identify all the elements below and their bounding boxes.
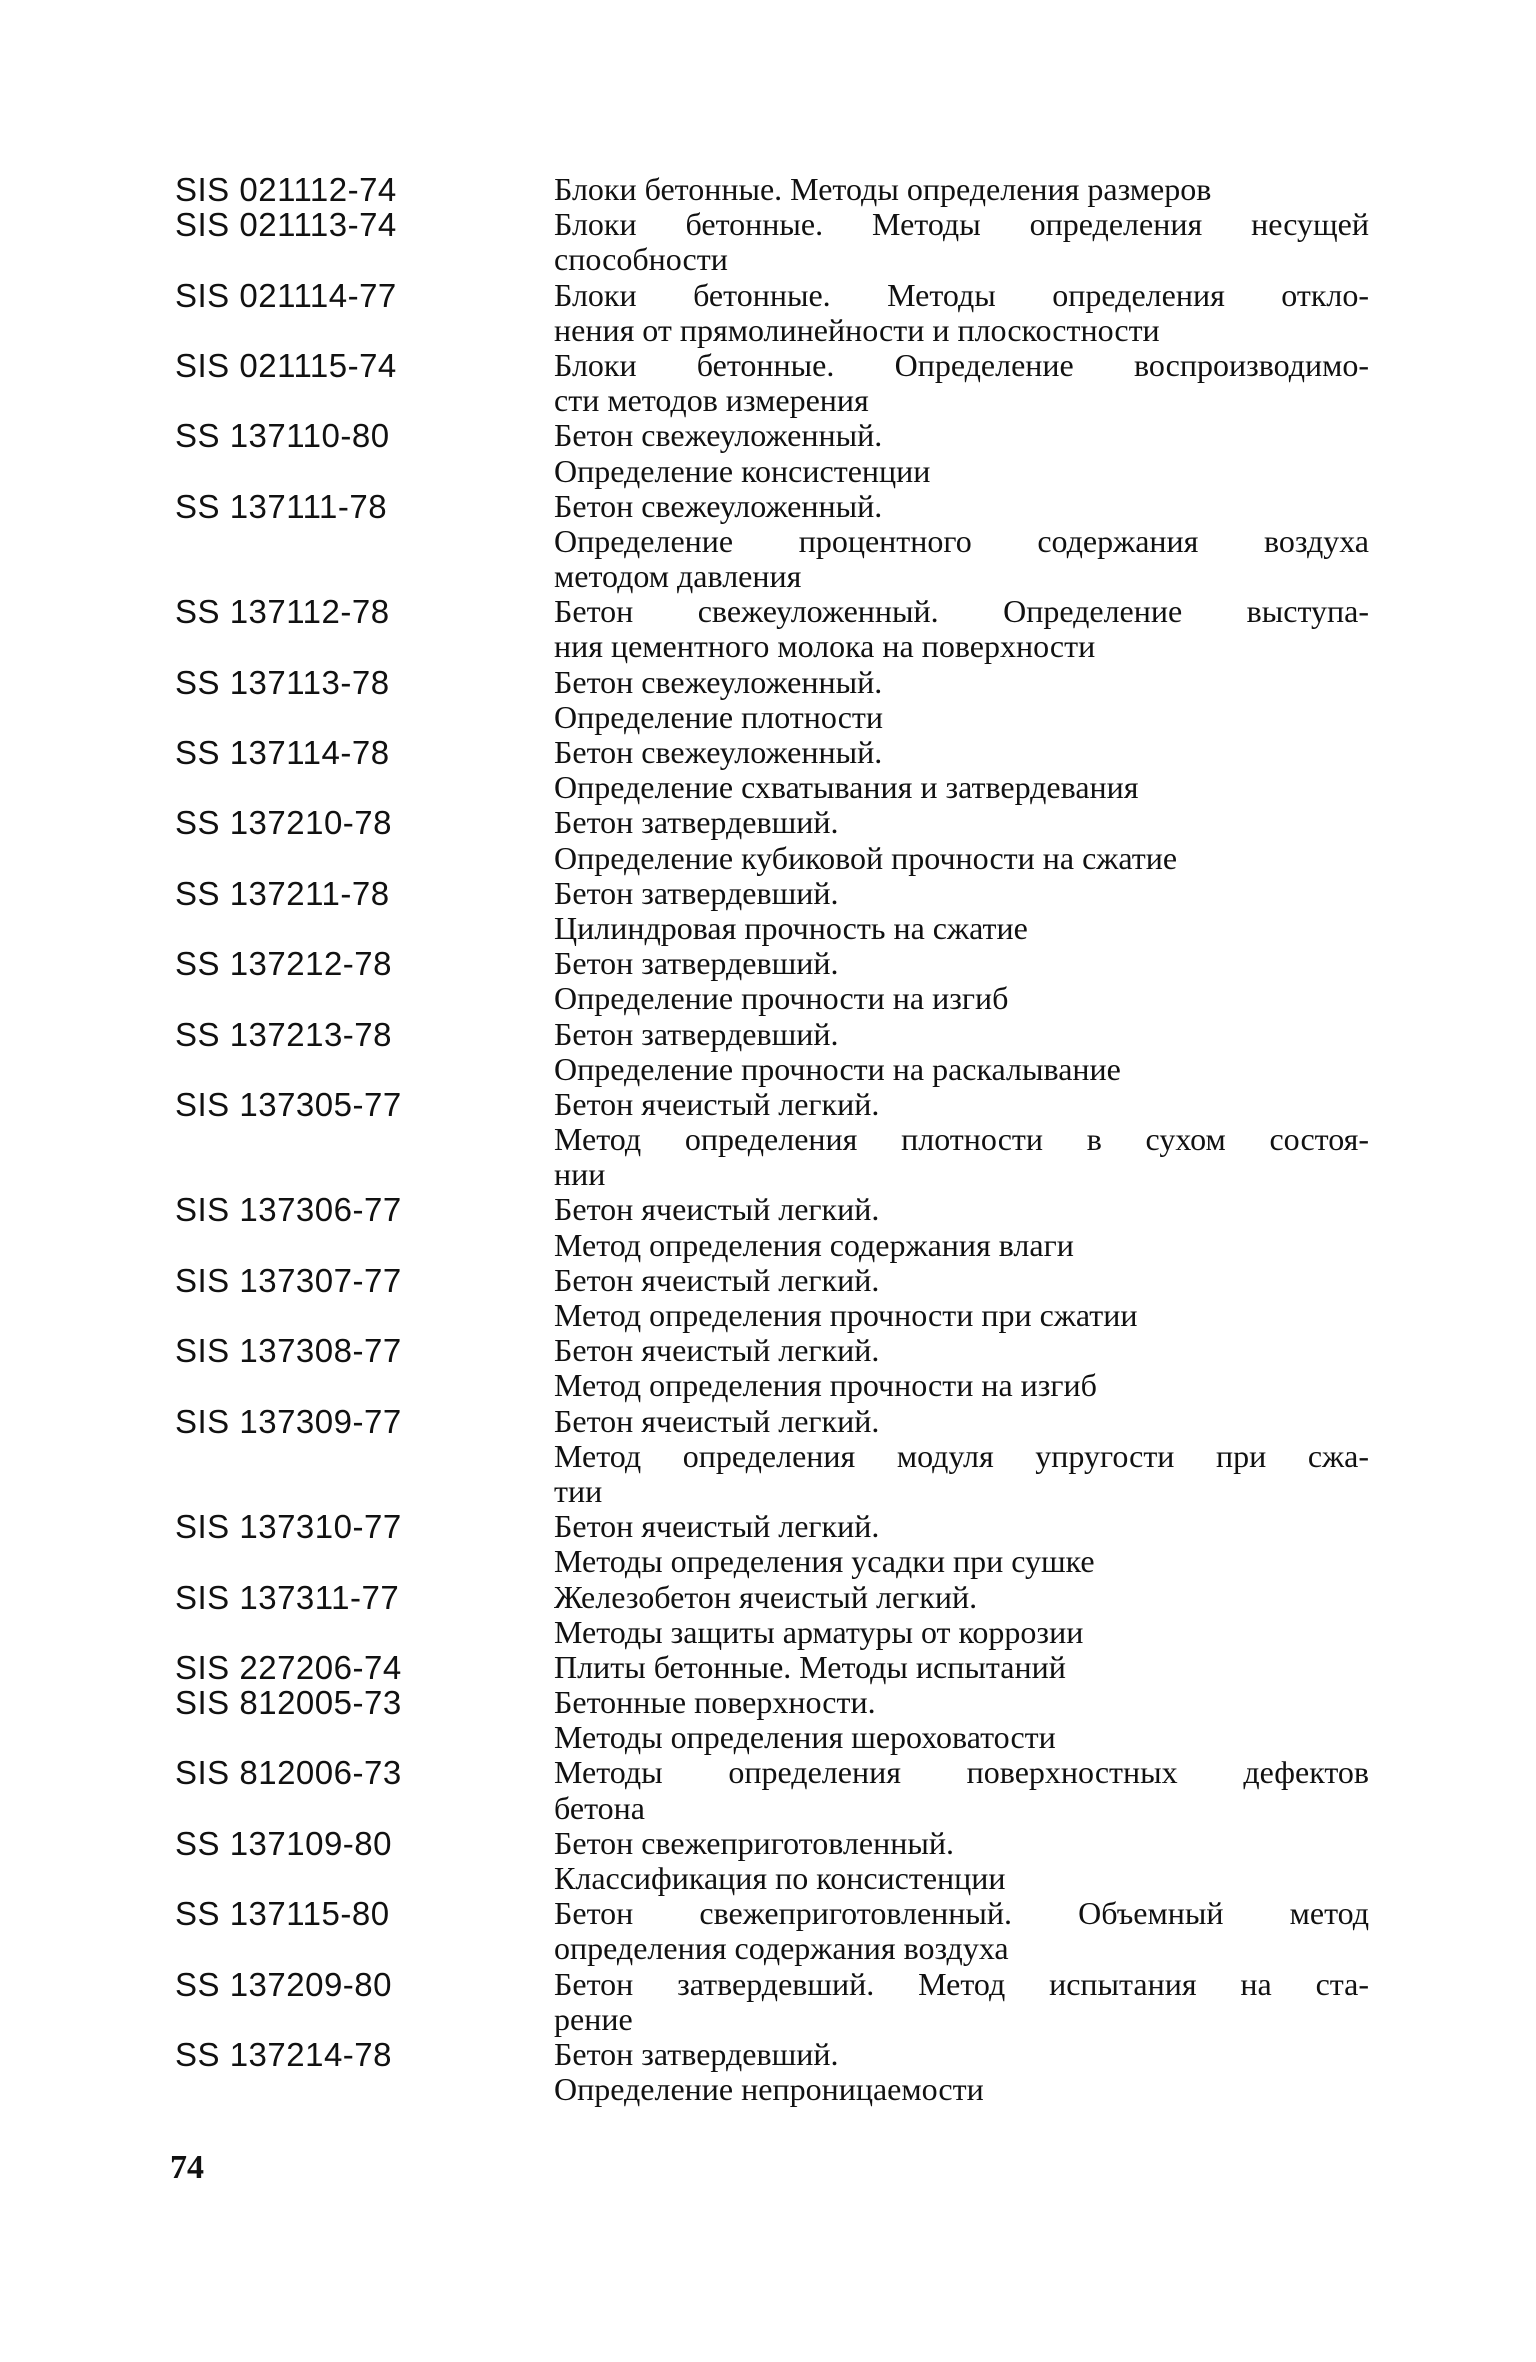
standard-code: SIS 021113-74 [175, 206, 397, 244]
standard-entry [0, 172, 1536, 207]
standard-entry [0, 207, 1536, 277]
standard-entry [0, 735, 1536, 805]
standard-title-line: Блоки бетонные. Определение воспроизводимо- [554, 346, 1369, 383]
standard-title-line: Бетон затвердевший. Метод испытания на ста- [554, 1965, 1369, 2002]
standard-title-line: Метод определения прочности на изгиб [554, 1367, 1097, 1404]
standard-code: SIS 137307-77 [175, 1261, 402, 1299]
standard-title-line: Определение процентного содержания воздуха [554, 522, 1369, 559]
standard-code: SIS 137310-77 [175, 1508, 402, 1546]
standard-entry [0, 1509, 1536, 1579]
standard-entry [0, 1192, 1536, 1262]
standard-title [554, 1404, 1369, 1510]
standard-code: SIS 137309-77 [175, 1402, 402, 1440]
standard-code: SS 137109-80 [175, 1824, 393, 1862]
standard-code: SS 137213-78 [175, 1015, 393, 1053]
standard-title-line: Метод определения содержания влаги [554, 1226, 1074, 1263]
standards-list [0, 172, 1536, 2107]
standard-entry [0, 2037, 1536, 2107]
standard-title [554, 946, 1369, 1016]
standard-title-line: ния цементного молока на поверхности [554, 628, 1096, 665]
standard-entry [0, 1263, 1536, 1333]
standard-code: SS 137214-78 [175, 2035, 393, 2073]
standard-title-line: Определение кубиковой прочности на сжатие [554, 839, 1178, 876]
standard-title [554, 1263, 1369, 1333]
standard-title [554, 876, 1369, 946]
standard-code: SS 137113-78 [175, 663, 390, 701]
standard-code: SIS 137305-77 [175, 1085, 402, 1123]
standard-title-line: Метод определения плотности в сухом состоя- [554, 1121, 1369, 1158]
standard-entry [0, 1755, 1536, 1825]
standard-title-line: Бетон ячеистый легкий. [554, 1508, 880, 1545]
standard-title-line: Определение плотности [554, 698, 884, 735]
standard-title-line: Блоки бетонные. Методы определения размеров [554, 171, 1212, 207]
standard-title-line: Классификация по консистенции [554, 1860, 1006, 1897]
page-number: 74 [170, 2149, 204, 2186]
standard-entry [0, 594, 1536, 664]
standard-title [554, 1650, 1369, 1685]
standard-entry [0, 876, 1536, 946]
standard-title-line: Бетон ячеистый легкий. [554, 1085, 880, 1122]
standard-entry [0, 1333, 1536, 1403]
standard-entry [0, 1404, 1536, 1510]
standard-title-line: Бетон свежеуложенный. [554, 734, 883, 771]
standard-title-line: определения содержания воздуха [554, 1930, 1009, 1967]
standard-title-line: Определение прочности на раскалывание [554, 1050, 1121, 1087]
standard-title-line: нии [554, 1156, 606, 1193]
standard-title [554, 805, 1369, 875]
standard-title-line: Бетон затвердевший. [554, 945, 839, 982]
standard-title-line: Определение схватывания и затвердевания [554, 769, 1139, 806]
standard-title-line: Блоки бетонные. Методы определения откло- [554, 276, 1369, 313]
standard-code: SS 137210-78 [175, 804, 393, 842]
standard-code: SS 137115-80 [175, 1895, 390, 1933]
standard-title [554, 1967, 1369, 2037]
standard-title-line: Бетон свежеуложенный. [554, 663, 883, 700]
standard-title-line: Методы определения поверхностных дефектов [554, 1754, 1369, 1791]
standard-title [554, 1685, 1369, 1755]
standard-code: SS 137209-80 [175, 1965, 393, 2003]
standard-entry [0, 1685, 1536, 1755]
standard-code: SS 137211-78 [175, 874, 390, 912]
standard-title [554, 594, 1369, 664]
standard-code: SIS 137311-77 [175, 1578, 400, 1616]
standard-code: SS 137110-80 [175, 417, 390, 455]
standard-title-line: нения от прямолинейности и плоскостности [554, 311, 1160, 348]
standard-code: SIS 137308-77 [175, 1332, 402, 1370]
standard-entry [0, 1826, 1536, 1896]
standard-code: SIS 812005-73 [175, 1684, 402, 1722]
standard-title-line: Определение консистенции [554, 452, 931, 489]
standard-entry [0, 348, 1536, 418]
standard-title-line: Бетон ячеистый легкий. [554, 1261, 880, 1298]
standard-entry [0, 1580, 1536, 1650]
standard-code: SIS 021114-77 [175, 276, 397, 314]
standard-title [554, 1755, 1369, 1825]
standard-title [554, 735, 1369, 805]
standard-entry [0, 1896, 1536, 1966]
standard-code: SIS 137306-77 [175, 1191, 402, 1229]
standard-entry [0, 805, 1536, 875]
standard-title [554, 1580, 1369, 1650]
standard-title [554, 1017, 1369, 1087]
standard-entry [0, 1087, 1536, 1193]
standard-title-line: бетона [554, 1789, 645, 1826]
standard-title-line: Бетон свежеприготовленный. Объемный метод [554, 1895, 1369, 1932]
standard-title [554, 278, 1369, 348]
standard-title-line: Бетон свежеуложенный. [554, 487, 883, 524]
standard-title-line: Бетон затвердевший. [554, 1015, 839, 1052]
standard-entry [0, 489, 1536, 595]
standard-title-line: Бетон ячеистый легкий. [554, 1402, 880, 1439]
standard-title [554, 207, 1369, 277]
standard-code: SIS 021115-74 [175, 346, 397, 384]
standard-title [554, 489, 1369, 595]
standard-entry [0, 418, 1536, 488]
standard-title [554, 1333, 1369, 1403]
standard-title [554, 418, 1369, 488]
standard-code: SIS 021112-74 [175, 171, 397, 208]
standard-title [554, 1509, 1369, 1579]
standard-title-line: Бетон свежеуложенный. Определение выступа- [554, 593, 1369, 630]
standard-title-line: Методы определения усадки при сушке [554, 1543, 1095, 1580]
standard-title-line: рение [554, 2000, 633, 2037]
standard-title [554, 348, 1369, 418]
standard-title-line: Бетон затвердевший. [554, 804, 839, 841]
standard-entry [0, 946, 1536, 1016]
standard-title [554, 1192, 1369, 1262]
standard-title-line: способности [554, 241, 728, 278]
standard-title [554, 172, 1369, 207]
standard-title-line: Железобетон ячеистый легкий. [554, 1578, 978, 1615]
standard-entry [0, 1967, 1536, 2037]
standard-title-line: Бетон затвердевший. [554, 874, 839, 911]
standard-title-line: Плиты бетонные. Методы испытаний [554, 1648, 1066, 1685]
standard-title-line: Бетон ячеистый легкий. [554, 1191, 880, 1228]
standard-entry [0, 278, 1536, 348]
standard-title [554, 665, 1369, 735]
standard-title-line: Метод определения модуля упругости при сжа- [554, 1437, 1369, 1474]
standard-code: SIS 227206-74 [175, 1648, 402, 1686]
standard-title-line: Определение непроницаемости [554, 2071, 984, 2108]
standard-title-line: Бетон ячеистый легкий. [554, 1332, 880, 1369]
standard-title-line: Бетонные поверхности. [554, 1684, 876, 1721]
standard-entry [0, 1650, 1536, 1685]
standard-title-line: сти методов измерения [554, 382, 869, 419]
standard-title-line: методом давления [554, 558, 802, 595]
standard-code: SIS 812006-73 [175, 1754, 402, 1792]
standard-title-line: Цилиндровая прочность на сжатие [554, 909, 1028, 946]
standard-title-line: Методы защиты арматуры от коррозии [554, 1613, 1084, 1650]
standard-title-line: Определение прочности на изгиб [554, 980, 1009, 1017]
standard-title-line: Методы определения шероховатости [554, 1719, 1056, 1756]
standard-title [554, 2037, 1369, 2107]
standard-title-line: Бетон свежеуложенный. [554, 417, 883, 454]
standard-entry [0, 1017, 1536, 1087]
standard-code: SS 137114-78 [175, 734, 390, 772]
standard-title [554, 1896, 1369, 1966]
standard-code: SS 137111-78 [175, 487, 388, 525]
standard-code: SS 137212-78 [175, 945, 393, 983]
standard-code: SS 137112-78 [175, 593, 390, 631]
standard-title-line: Блоки бетонные. Методы определения несущей [554, 206, 1369, 243]
standard-title-line: Бетон затвердевший. [554, 2035, 839, 2072]
standard-title-line: Метод определения прочности при сжатии [554, 1297, 1138, 1334]
standard-title-line: Бетон свежеприготовленный. [554, 1824, 954, 1861]
standard-title [554, 1087, 1369, 1193]
standard-entry [0, 665, 1536, 735]
standard-title-line: тии [554, 1472, 603, 1509]
standard-title [554, 1826, 1369, 1896]
